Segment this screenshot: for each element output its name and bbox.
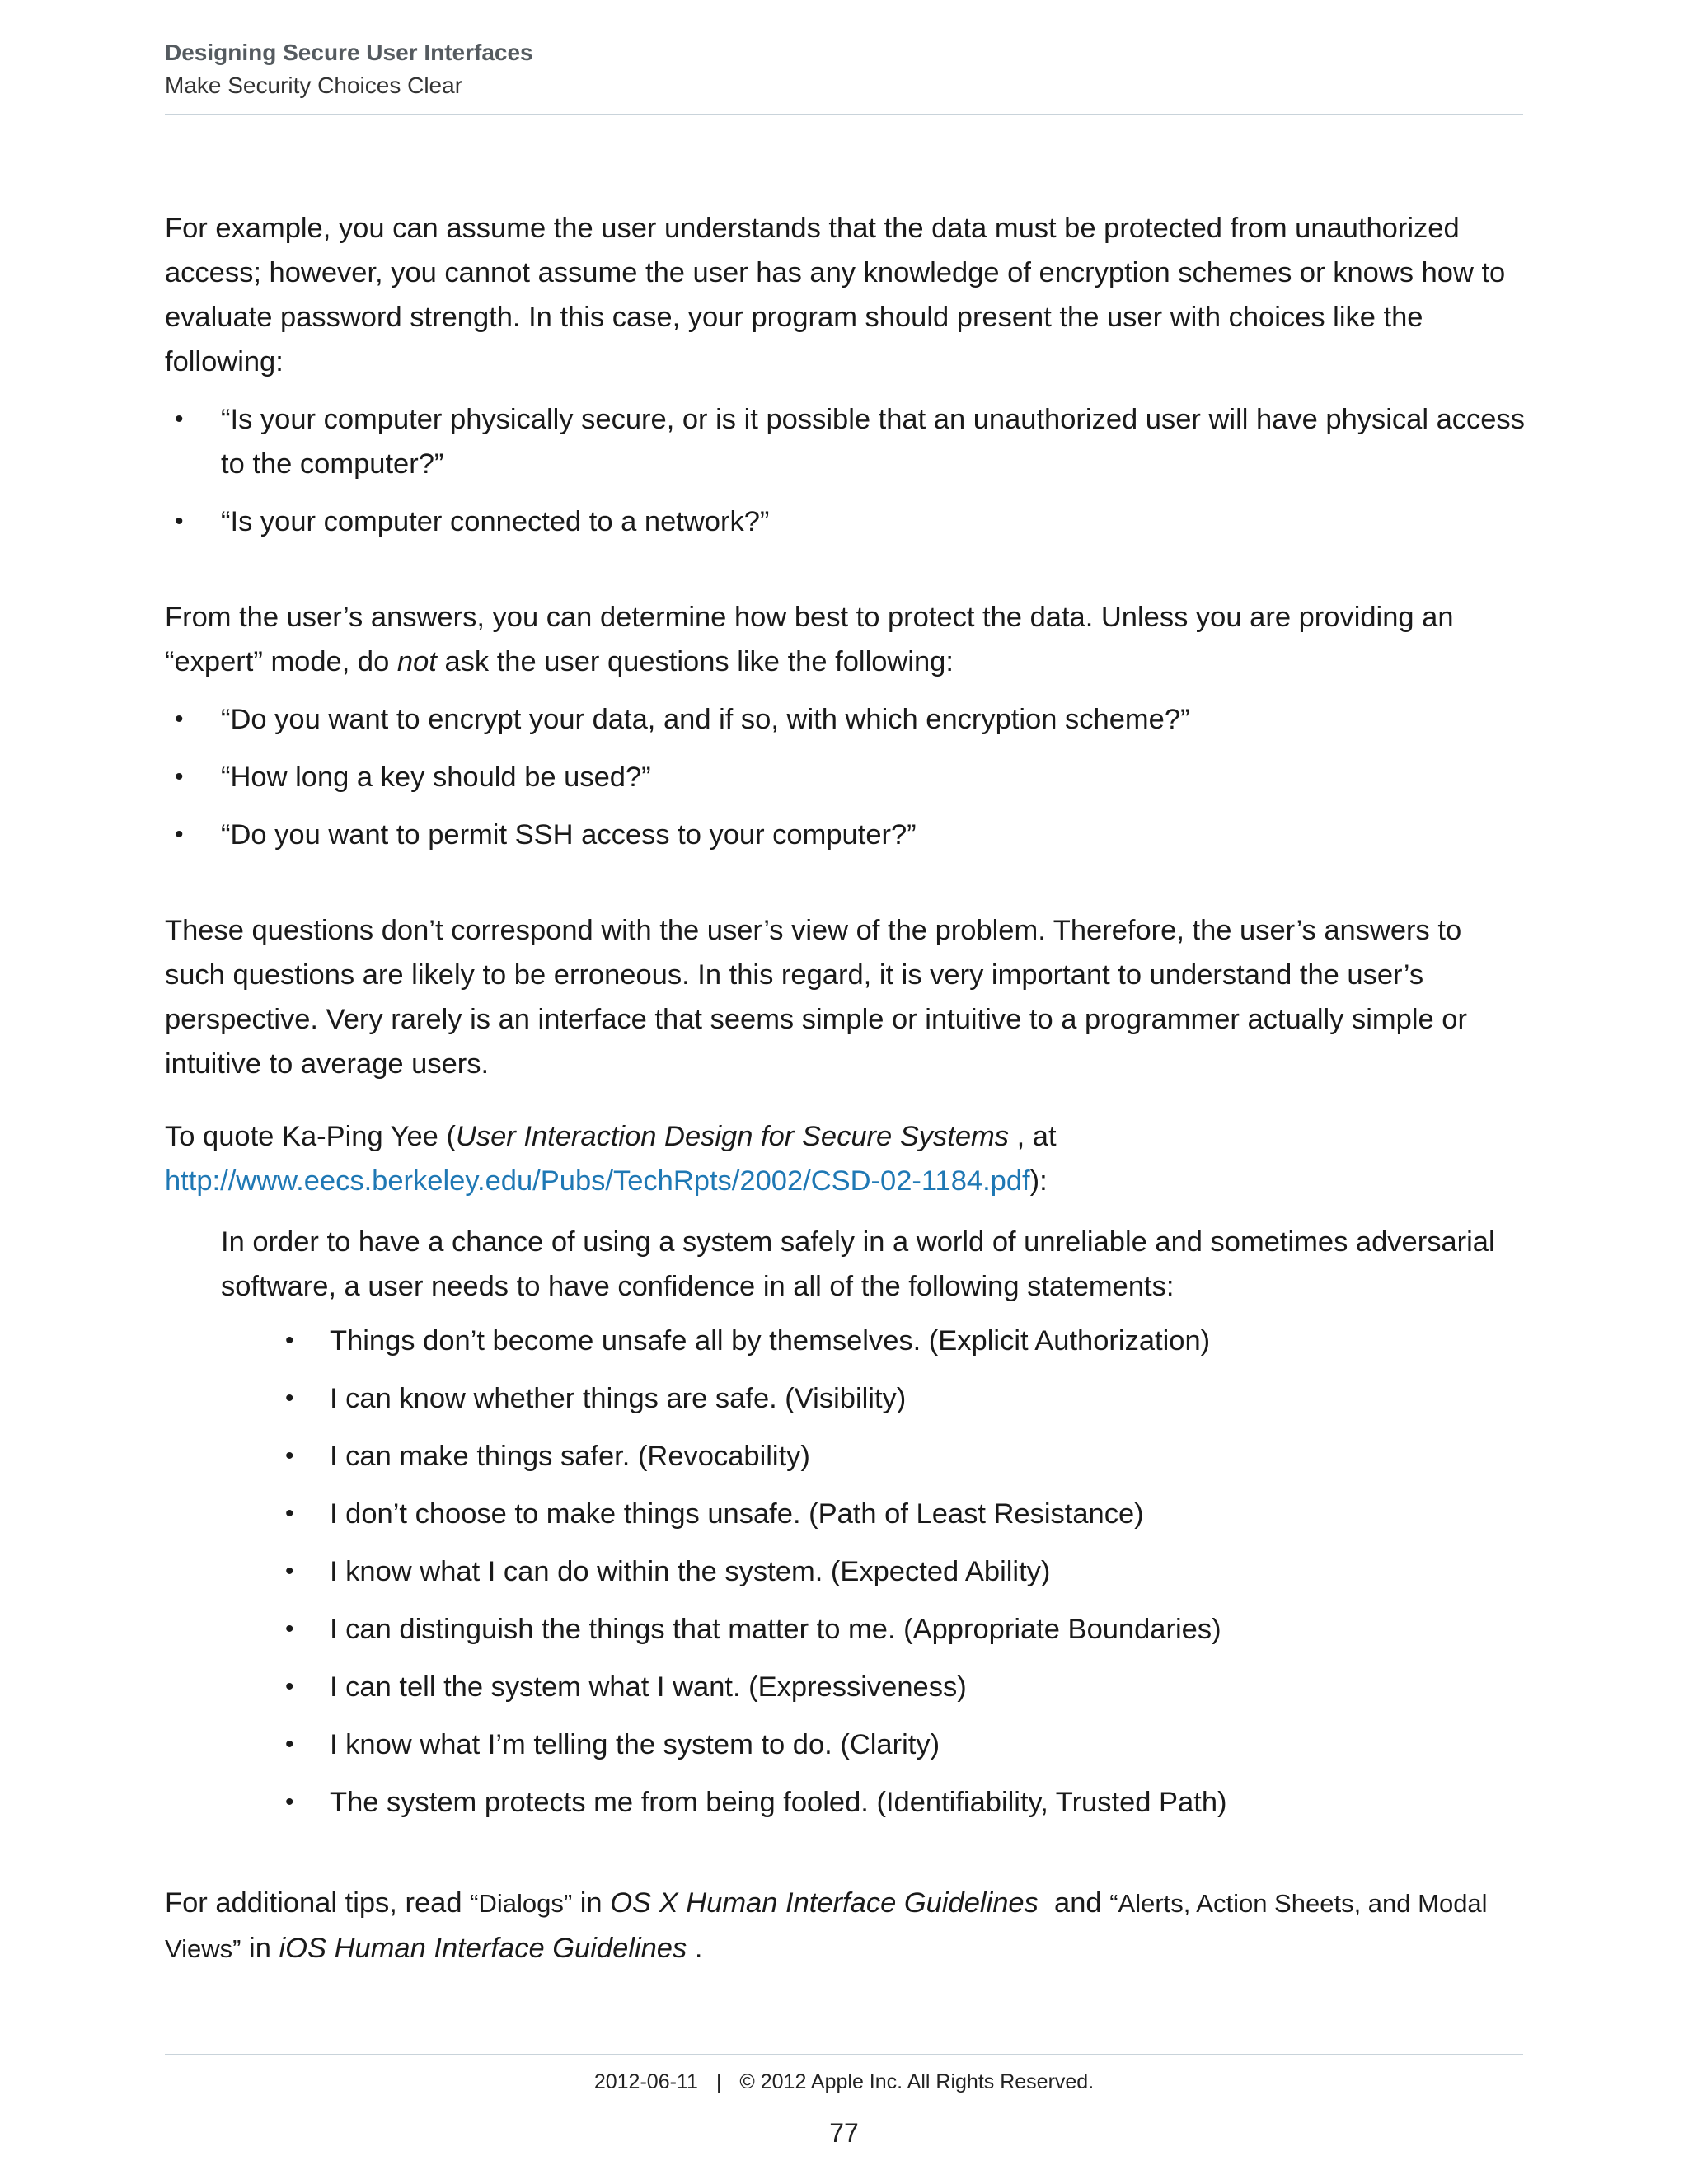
list-item	[221, 1319, 1525, 1363]
text-run: ask the user questions like the following:	[436, 646, 954, 677]
bullet-icon: •	[285, 1731, 294, 1758]
page-number: 77	[829, 2118, 859, 2148]
ios-hig-title: iOS Human Interface Guidelines	[279, 1933, 687, 1964]
bullet-icon: •	[175, 405, 184, 433]
list-item-text: I can distinguish the things that matter to me. (Appropriate Boundaries)	[330, 1614, 1221, 1645]
paragraph-intro: For example, you can assume the user understands that the data must be protected from unauthorized access; however, you cannot assume the user has any knowledge of encryption schemes or knows how to evaluate password strength. In this case, your program should present the user with choices like the following:	[165, 213, 1506, 377]
list-item	[221, 1376, 1525, 1421]
text-run: From the user’s answers, you can determine how best to protect the data. Unless you are providing an “expert” mode, do	[165, 602, 1454, 677]
bullet-icon: •	[285, 1385, 294, 1412]
list-item-text: I can know whether things are safe. (Visibility)	[330, 1383, 907, 1414]
list-item	[165, 755, 1525, 799]
osx-hig-title: OS X Human Interface Guidelines	[610, 1887, 1039, 1919]
text-run: ):	[1029, 1165, 1048, 1197]
text-run: For additional tips, read	[165, 1887, 471, 1919]
list-item	[165, 813, 1525, 857]
bullet-icon: •	[285, 1442, 294, 1469]
bullet-icon: •	[175, 508, 184, 535]
quote-intro: In order to have a chance of using a system safely in a world of unreliable and sometimes adversarial software, a user needs to have confidence in all of the following statements:	[221, 1226, 1495, 1302]
list-item-text: I can tell the system what I want. (Expressiveness)	[330, 1671, 967, 1703]
bullet-icon: •	[285, 1788, 294, 1816]
running-header	[165, 36, 1523, 102]
bullet-icon: •	[175, 821, 184, 848]
list-item-text: The system protects me from being fooled. (Identifiability, Trusted Path)	[330, 1787, 1227, 1818]
list-item	[221, 1780, 1525, 1825]
list-item	[165, 697, 1525, 742]
list-item	[165, 397, 1525, 486]
list-item-text: Things don’t become unsafe all by themselves. (Explicit Authorization)	[330, 1325, 1211, 1357]
footer-divider	[165, 2054, 1523, 2055]
list-item-text: “Is your computer physically secure, or is it possible that an unauthorized user will have physical access to the computer?”	[221, 404, 1525, 480]
citation-title: User Interaction Design for Secure Systems	[455, 1121, 1010, 1152]
footer-date: 2012-06-11	[593, 2070, 698, 2093]
list-item	[221, 1434, 1525, 1479]
list-item	[221, 1607, 1525, 1652]
footer-separator: |	[715, 2070, 722, 2093]
bullet-icon: •	[175, 763, 184, 790]
text-run: .	[687, 1933, 703, 1964]
quote-bullet-list	[221, 1319, 1525, 1825]
list-item-text: I can make things safer. (Revocability)	[330, 1441, 810, 1472]
list-item	[221, 1722, 1525, 1767]
header-divider	[165, 114, 1523, 115]
list-item-text: I know what I’m telling the system to do. (Clarity)	[330, 1729, 940, 1760]
paragraph-quote-intro	[165, 1114, 1525, 1203]
text-run: To quote Ka-Ping Yee (	[165, 1121, 456, 1152]
bullet-icon: •	[285, 1673, 294, 1700]
list-item-text: “Is your computer connected to a network?”	[221, 506, 770, 537]
block-quote	[221, 1220, 1525, 1825]
dialogs-reference-link[interactable]: “Dialogs”	[470, 1889, 573, 1918]
paragraph-answers	[165, 595, 1525, 684]
paragraph-perspective: These questions don’t correspond with the user’s view of the problem. Therefore, the user’s answers to such questions are likely to be erroneous. In this regard, it is very important to understand the user’s perspective. Very rarely is an interface that seems simple or intuitive to a programmer actually simple or intuitive to average users.	[165, 915, 1467, 1080]
bullet-list-bad-questions	[165, 697, 1525, 857]
emphasis-not: not	[396, 646, 437, 677]
paragraph-additional-tips	[165, 1881, 1525, 1971]
document-title: Designing Secure User Interfaces	[165, 40, 533, 65]
footer	[0, 2067, 1688, 2097]
list-item-text: “Do you want to encrypt your data, and if so, with which encryption scheme?”	[221, 704, 1190, 735]
list-item	[221, 1549, 1525, 1594]
text-run: in	[572, 1887, 611, 1919]
page-content	[165, 206, 1525, 1971]
list-item-text: I don’t choose to make things unsafe. (Path of Least Resistance)	[330, 1498, 1144, 1530]
bullet-icon: •	[285, 1500, 294, 1527]
bullet-icon: •	[285, 1615, 294, 1643]
bullet-icon: •	[285, 1558, 294, 1585]
citation-link[interactable]: http://www.eecs.berkeley.edu/Pubs/TechRpts/2002/CSD-02-1184.pdf	[165, 1165, 1030, 1197]
list-item-text: “How long a key should be used?”	[221, 762, 651, 793]
list-item-text: “Do you want to permit SSH access to your computer?”	[221, 819, 917, 851]
list-item-text: I know what I can do within the system. (Expected Ability)	[330, 1556, 1051, 1587]
alerts-reference-link[interactable]: “Alerts, Action Sheets, and Modal Views”	[165, 1889, 1488, 1963]
footer-copyright: © 2012 Apple Inc. All Rights Reserved.	[739, 2070, 1095, 2093]
bullet-icon: •	[285, 1327, 294, 1354]
text-run: and	[1038, 1887, 1110, 1919]
list-item	[165, 499, 1525, 544]
list-item	[221, 1492, 1525, 1536]
bullet-icon: •	[175, 705, 184, 733]
list-item	[221, 1665, 1525, 1709]
section-title: Make Security Choices Clear	[165, 73, 463, 98]
bullet-list-good-questions	[165, 397, 1525, 544]
text-run: in	[241, 1933, 279, 1964]
text-run: , at	[1009, 1121, 1057, 1152]
